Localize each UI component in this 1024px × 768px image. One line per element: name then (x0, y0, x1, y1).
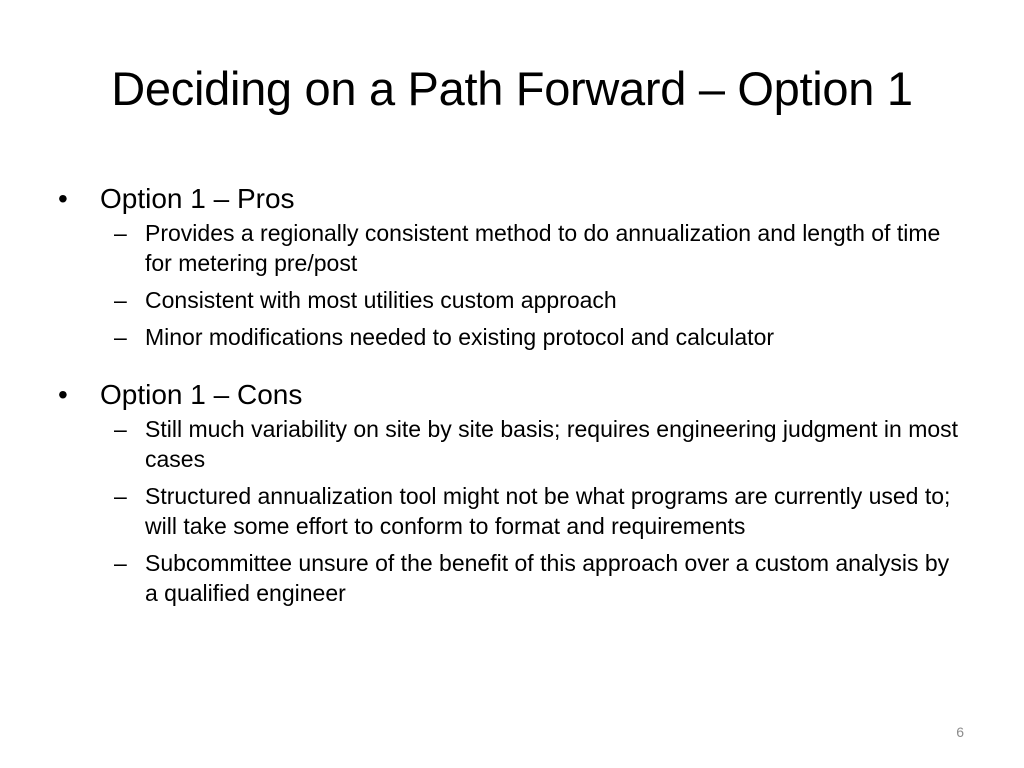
list-item (114, 285, 978, 315)
list-item-text: Consistent with most utilities custom approach (145, 287, 617, 313)
bullet-icon: • (58, 183, 68, 214)
cons-heading: Option 1 – Cons (100, 379, 303, 410)
dash-icon: – (114, 416, 127, 442)
cons-section (58, 376, 978, 608)
section-heading-row (58, 180, 978, 218)
bullet-icon: • (58, 379, 68, 410)
list-item-text: Minor modifications needed to existing protocol and calculator (145, 324, 775, 350)
list-item-text: Provides a regionally consistent method to do annualization and length of time for metering pre/post (145, 220, 941, 276)
pros-list (114, 218, 978, 352)
list-item (114, 218, 978, 278)
list-item-text: Subcommittee unsure of the benefit of this approach over a custom analysis by a qualified engineer (145, 550, 950, 606)
slide-content (58, 180, 978, 632)
pros-section (58, 180, 978, 352)
list-item (114, 548, 978, 608)
cons-list (114, 414, 978, 608)
list-item-text: Still much variability on site by site basis; requires engineering judgment in most cases (145, 416, 959, 472)
dash-icon: – (114, 287, 127, 313)
pros-heading: Option 1 – Pros (100, 183, 295, 214)
list-item-text: Structured annualization tool might not be what programs are currently used to; will take some effort to conform to format and requirements (145, 483, 951, 539)
dash-icon: – (114, 483, 127, 509)
dash-icon: – (114, 220, 127, 246)
list-item (114, 481, 978, 541)
section-heading-row (58, 376, 978, 414)
dash-icon: – (114, 324, 127, 350)
slide-title: Deciding on a Path Forward – Option 1 (111, 62, 913, 115)
list-item (114, 322, 978, 352)
list-item (114, 414, 978, 474)
slide-number: 6 (956, 724, 964, 740)
dash-icon: – (114, 550, 127, 576)
